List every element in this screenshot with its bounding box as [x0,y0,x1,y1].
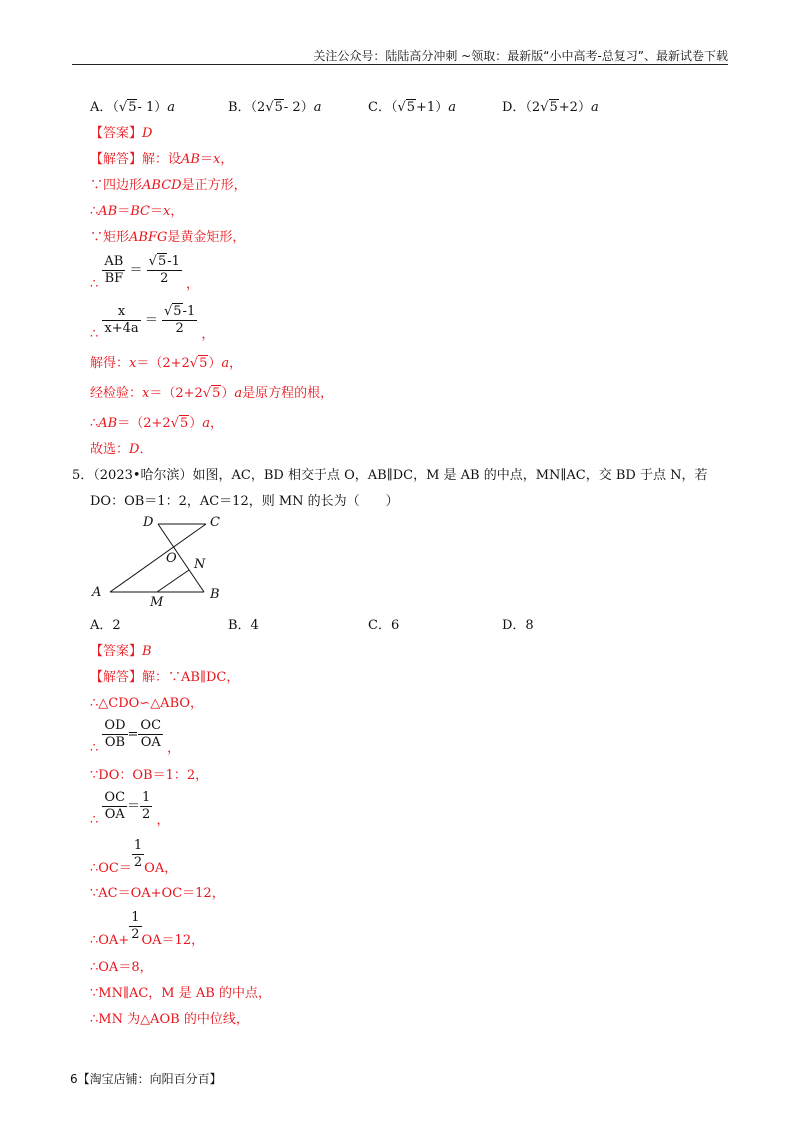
q5-solution-line: ∴△CDO∽△ABO， [90,696,204,711]
label-o: O [166,551,177,566]
q5-fraction-line: ∴OC＝ $\frac{1}{2}$ OA， [90,838,178,876]
q5-solution-line: ∴MN 为△AOB 的中位线， [90,1012,249,1027]
q5-option-d: D．8 [502,618,534,633]
geometry-figure [80,510,240,610]
q4-option-c: C．（√5+1）a [368,100,456,115]
q4-solution-line: 【解答】解：设AB＝x， [90,152,234,167]
page-header: 关注公众号：陆陆高分冲刺 ~领取：最新版“小中高考-总复习”、最新试卷下载 [313,49,728,63]
q5-question-line1: 5．（2023•哈尔滨）如图，AC，BD 相交于点 O，AB∥DC，M 是 AB 的中点，MN∥AC，交 BD 于点 N，若 [72,468,708,483]
q5-fraction-line: ∴ $\frac{OC}{OA}$ ＝ $\frac{1}{2}$ ， [90,790,170,828]
header-rule [72,64,728,65]
fraction: $\frac{1}{2}$ [142,790,151,822]
q5-option-b: B．4 [228,618,259,633]
q4-solution-line: ∵四边形ABCD是正方形， [90,178,247,193]
page-number: 6 [70,1072,78,1086]
q5-solution-line: ∵DO：OB＝1：2， [90,768,209,783]
q5-answer: 【答案】B [90,644,152,659]
q4-option-b: B．（2√5- 2）a [228,100,322,115]
fraction: $\frac{OC}{OA}$ [104,790,126,822]
q5-solution-line: 【解答】解：∵AB∥DC， [90,670,240,685]
sqrt-symbol: √5 [118,100,137,115]
label-d: D [143,515,154,530]
q4-solution-line: 故选：D． [90,442,153,457]
fraction: $\frac{OC}{OA}$ [140,718,162,750]
q4-solution-line: 经检验：x＝（2+2√5）a是原方程的根， [90,386,334,401]
q4-option-a: A．（√5- 1）a [90,98,175,118]
label-a: A [92,585,102,600]
q5-option-c: C．6 [368,618,400,633]
q5-option-a: A．2 [90,618,121,633]
q4-solution-line: 解得：x＝（2+2√5）a， [90,356,243,371]
shop-name: 【淘宝店铺：向阳百分百】 [77,1072,222,1086]
q4-fraction-line: ∴ $\frac{x}{x+4a}$ ＝ $\frac{√5-1}{2}$ ， [90,304,215,342]
label-n: N [194,557,206,572]
fraction: $\frac{1}{2}$ [131,910,140,942]
fraction: $\frac{√5-1}{2}$ [148,254,180,286]
fraction: $\frac{OD}{OB}$ [104,718,126,750]
fraction: $\frac{AB}{BF}$ [104,254,124,286]
label-b: B [210,587,220,602]
page-footer [70,1070,222,1087]
fraction: $\frac{1}{2}$ [133,838,143,870]
fraction: $\frac{x}{x+4a}$ [104,304,139,336]
q4-answer: 【答案】D [90,126,153,141]
q5-solution-line: ∵MN∥AC，M 是 AB 的中点， [90,986,271,1001]
q4-solution-line: ∴AB＝（2+2√5）a， [90,416,224,431]
q4-solution-line: ∴AB＝BC＝x， [90,204,184,219]
q5-solution-line: ∵AC＝OA+OC＝12， [90,886,225,901]
label-m: M [150,595,164,610]
q5-solution-line: ∴OA＝8， [90,960,153,975]
segment-ac [110,524,206,592]
q4-fraction-line: ∴ $\frac{AB}{BF}$ ＝ $\frac{√5-1}{2}$ ， [90,254,200,292]
label-c: C [210,515,220,530]
q4-solution-line: ∵矩形ABFG是黄金矩形， [90,230,246,245]
q5-question-line2: DO：OB＝1：2，AC＝12，则 MN 的长为（ ） [90,494,399,509]
q5-fraction-line: ∴OA+ $\frac{1}{2}$ OA＝12， [90,910,205,948]
q4-option-d: D．（2√5+2）a [502,100,599,115]
fraction: $\frac{√5-1}{2}$ [163,304,196,336]
q5-fraction-line: ∴ $\frac{OD}{OB}$ = $\frac{OC}{OA}$ ， [90,718,181,756]
segment-mn [157,570,189,592]
